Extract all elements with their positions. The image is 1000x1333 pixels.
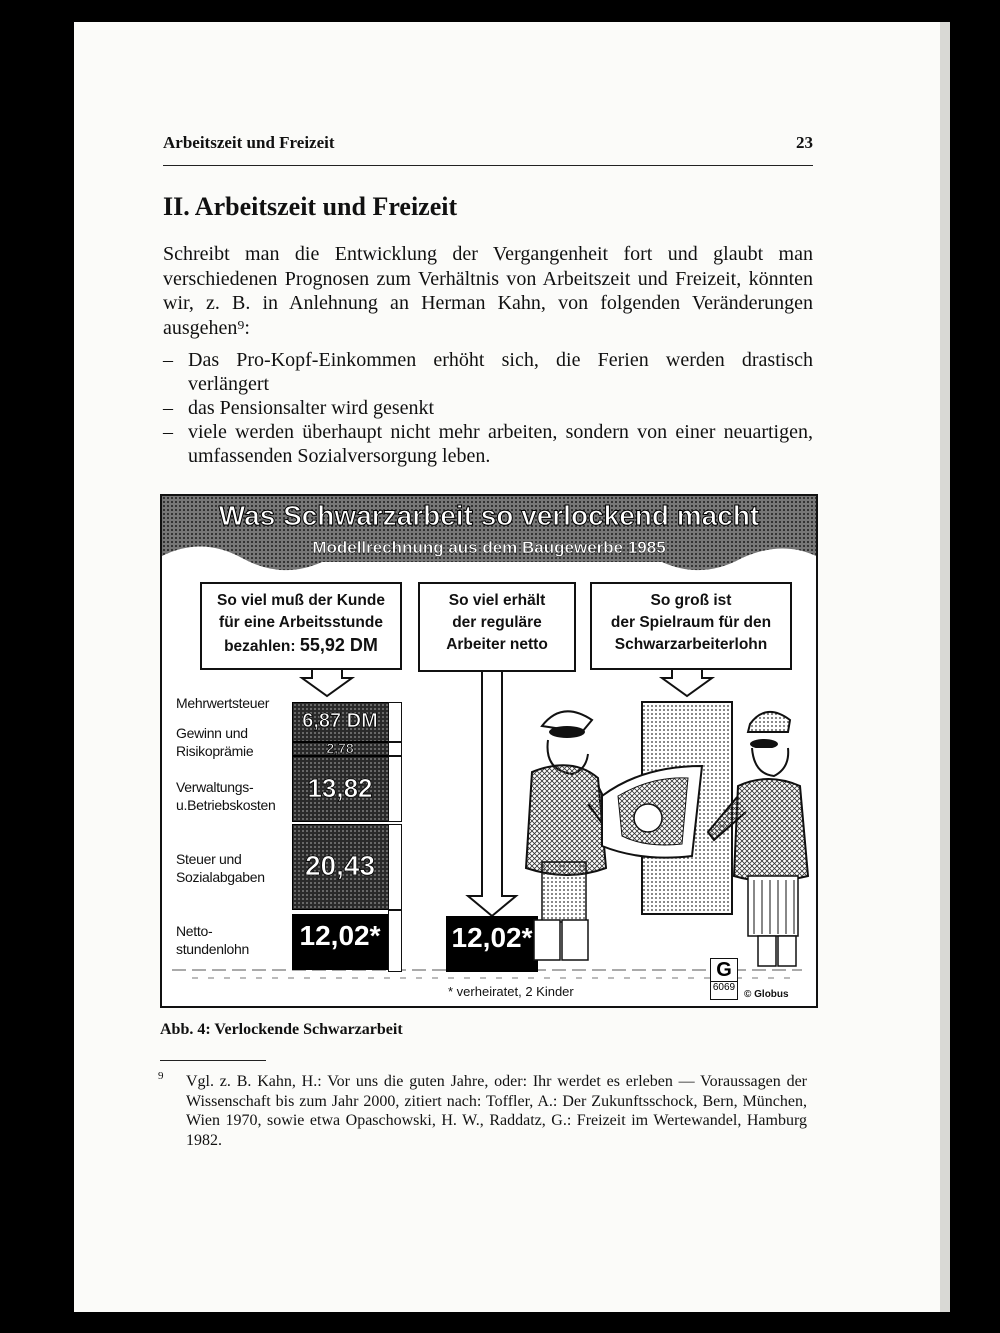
box-black-market-margin: So groß ist der Spielraum für den Schwarzarbeiterlohn: [590, 582, 792, 670]
globus-logo: [710, 958, 738, 1000]
bullet-dash: –: [163, 421, 173, 443]
box-customer-pays: So viel muß der Kunde für eine Arbeitsstunde bezahlen: 55,92 DM: [200, 582, 402, 670]
bullet-list: [163, 348, 813, 468]
header-rule: [163, 165, 813, 166]
worker-net-value: 12,02*: [451, 922, 533, 953]
globus-g-icon: G: [716, 959, 732, 981]
figure-subtitle: Modellrechnung aus dem Baugewerbe 1985: [312, 538, 666, 557]
bullet-dash: –: [163, 397, 173, 419]
bar-label-gewinn: 2,78: [326, 739, 354, 756]
banknotes: [602, 766, 702, 858]
label-steuer: Steuer und Sozialabgaben: [176, 851, 265, 885]
figure-caption: Abb. 4: Verlockende Schwarzarbeit: [160, 1021, 403, 1038]
bullet-item: – Das Pro-Kopf-Einkommen erhöht sich, die Ferien werden drastisch verlängert: [163, 349, 813, 395]
bullet-dash: –: [163, 349, 173, 371]
bar-label-verwaltung: 13,82: [307, 773, 373, 804]
footnote-mark: 9: [158, 1070, 164, 1082]
bar-label-netto: 12,02*: [299, 920, 381, 951]
globus-credit: © Globus: [744, 989, 789, 1000]
label-netto: Netto- stundenlohn: [176, 923, 249, 957]
running-title: Arbeitszeit und Freizeit: [163, 133, 335, 152]
box-worker-receives: So viel erhält der reguläre Arbeiter netto: [418, 582, 576, 672]
bar-label-steuer: 20,43: [304, 849, 376, 881]
total-amount: 55,92 DM: [299, 635, 378, 655]
globus-number: 6069: [712, 982, 736, 993]
label-verwaltung: Verwaltungs- u.Betriebskosten: [176, 779, 276, 813]
section-heading: II. Arbeitszeit und Freizeit: [163, 192, 458, 221]
page-edge: [940, 22, 950, 1312]
bullet-item: – viele werden überhaupt nicht mehr arbeiten, sondern von einer neuartigen, umfassenden Sozialversorgung leben.: [163, 421, 813, 467]
illustration-workers: [162, 496, 816, 1006]
label-mwst: Mehrwertsteuer: [176, 695, 270, 711]
body-paragraph: Schreibt man die Entwicklung der Vergangenheit fort und glaubt man verschiedenen Prognosen zum Verhältnis von Arbeitszeit und Freizeit, könnten wir, z. B. in Anlehnung an Herman Kahn, von folgenden Veränderungen ausgehen⁹:: [163, 243, 813, 339]
page-number: 23: [796, 133, 813, 152]
running-header: [163, 133, 813, 153]
footnote-rule: [160, 1060, 266, 1061]
figure-title: Was Schwarzarbeit so verlockend macht: [218, 500, 760, 531]
bullet-item: – das Pensionsalter wird gesenkt: [163, 397, 435, 419]
bar-label-mwst: 6,87 DM: [302, 709, 378, 732]
infographic: [160, 494, 818, 1008]
label-gewinn: Gewinn und Risikoprämie: [176, 725, 254, 759]
figure-footnote: * verheiratet, 2 Kinder: [448, 984, 574, 999]
footnote-text: Vgl. z. B. Kahn, H.: Vor uns die guten Jahre, oder: Ihr werdet es erleben — Voraussagen der Wissenschaft bis zum Jahr 2000, zitiert nach: Toffler, A.: Der Zukunftsschock, Bern, München, Wien 1970, sowie etwa Opaschowski, H. W., Raddatz, G.: Freizeit im Wertewandel, Hamburg 1982.: [186, 1073, 807, 1149]
